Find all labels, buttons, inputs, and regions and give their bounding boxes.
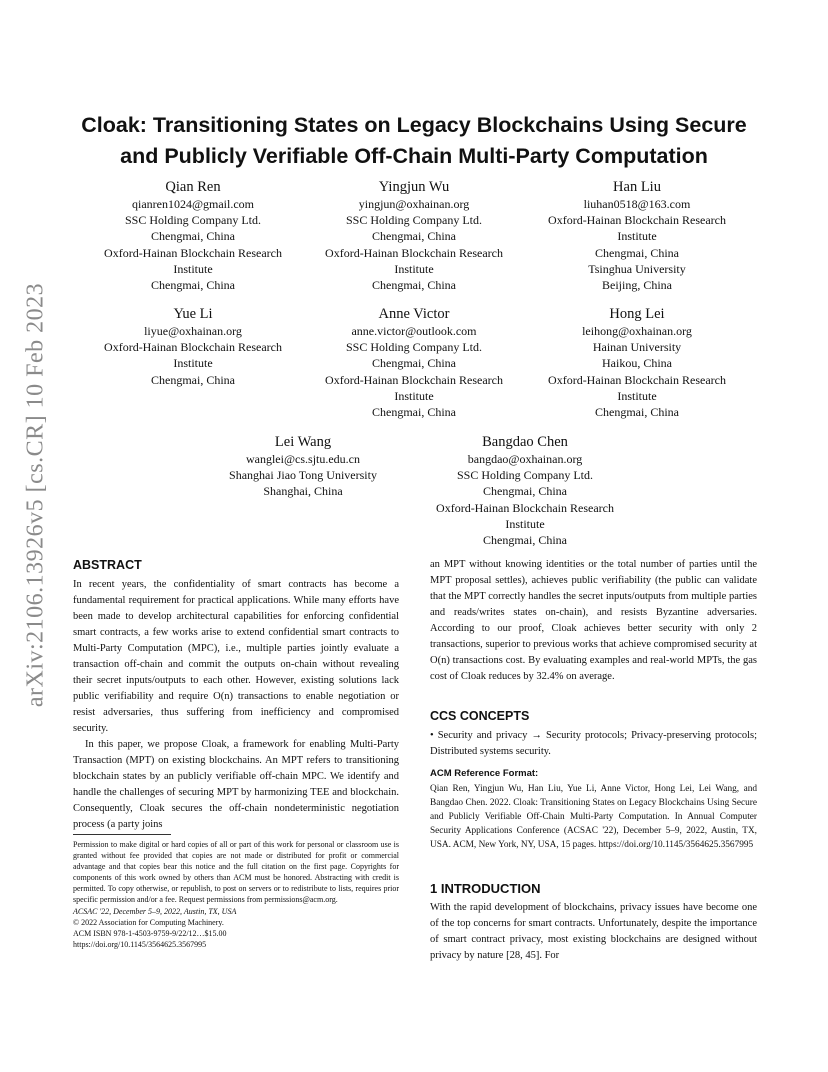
author-location: Beijing, China [602, 278, 672, 293]
paper-title-line-2: and Publicly Verifiable Off-Chain Multi-Party Computation [120, 144, 708, 168]
author-name: Hong Lei [609, 306, 665, 322]
author-block [303, 179, 525, 293]
introduction-text: With the rapid development of blockchains, privacy issues have become one of the top concerns for smart contracts. Unfortunately, despite the importance of smart contract privacy, most existing blockchains are designed without privacy by nature [28, 45]. For [430, 902, 757, 961]
abstract-left-column [73, 577, 399, 833]
author-affiliation: Institute [505, 516, 545, 531]
introduction-heading: 1 INTRODUCTION [430, 881, 541, 896]
author-location: Chengmai, China [372, 278, 456, 293]
copyright-line: © 2022 Association for Computing Machinery. [73, 917, 224, 927]
paper-title [60, 110, 768, 172]
author-affiliation: Shanghai Jiao Tong University [229, 468, 377, 483]
isbn-line: ACM ISBN 978-1-4503-9759-9/22/12…$15.00 [73, 928, 227, 938]
author-name: Han Liu [613, 179, 661, 195]
acm-reference [430, 782, 757, 852]
author-location: Chengmai, China [151, 278, 235, 293]
author-location: Chengmai, China [483, 533, 567, 548]
acm-reference-text: Qian Ren, Yingjun Wu, Han Liu, Yue Li, Anne Victor, Hong Lei, Lei Wang, and Bangdao Chen. 2022. Cloak: Transitioning States on Legacy Blockchains Using Secure and Publicly Verifiable Off-Chain Multi-Party Computation. In Annual Computer Security Applications Conference (ACSAC '22), December 5–9, 2022, Austin, TX, USA. ACM, New York, NY, USA, 15 pages. https://doi.org/10.1145/3564625.3567995 [430, 784, 757, 851]
abstract-paragraph-2-continued: an MPT without knowing identities or the total number of parties until the MPT proposal settles), achieves public verifiability (the public can validate that the MPT correctly handles the secret inputs/outputs from multiple parties and reads/writes states on-chain), and resists Byzantine adversaries. According to our proof, Cloak achieves better security with only 2 transactions, superior to previous works that achieve compromised security at O(n) transactions cost. By evaluating examples and real-world MPTs, the gas cost of Cloak reduces by 32.4% on average. [430, 559, 757, 682]
author-name: Yingjun Wu [378, 179, 450, 195]
author-email: anne.victor@outlook.com [351, 324, 477, 338]
author-email: wanglei@cs.sjtu.edu.cn [245, 452, 361, 466]
author-affiliation: SSC Holding Company Ltd. [456, 468, 593, 483]
author-email: yingjun@oxhainan.org [358, 197, 470, 211]
author-location: Shanghai, China [263, 484, 343, 499]
author-affiliation: Tsinghua University [588, 261, 686, 276]
acm-reference-heading: ACM Reference Format: [430, 768, 539, 779]
author-block [303, 306, 525, 420]
author-affiliation: Institute [394, 261, 434, 276]
author-location: Chengmai, China [151, 229, 235, 244]
author-location: Chengmai, China [595, 245, 679, 260]
author-name: Anne Victor [378, 306, 450, 322]
author-block [82, 306, 304, 388]
author-name: Yue Li [173, 306, 213, 322]
author-affiliation: Oxford-Hainan Blockchain Research [548, 213, 726, 228]
author-name: Lei Wang [274, 434, 332, 450]
author-location: Chengmai, China [372, 405, 456, 420]
author-email: liyue@oxhainan.org [144, 324, 242, 338]
conference-venue: ACSAC '22, December 5–9, 2022, Austin, TX, USA [73, 906, 237, 916]
author-email: leihong@oxhainan.org [582, 324, 692, 338]
author-email: qianren1024@gmail.com [131, 197, 255, 211]
author-name: Qian Ren [165, 179, 221, 195]
author-affiliation: Hainan University [592, 340, 682, 355]
author-affiliation: Oxford-Hainan Blockchain Research [325, 372, 503, 387]
author-email: bangdao@oxhainan.org [467, 452, 583, 466]
footnote-rule [73, 834, 171, 835]
author-location: Chengmai, China [151, 372, 235, 387]
paper-title-line-1: Cloak: Transitioning States on Legacy Blockchains Using Secure [81, 113, 747, 137]
abstract-heading: ABSTRACT [73, 558, 142, 572]
abstract-paragraph-2: In this paper, we propose Cloak, a framework for enabling Multi-Party Transaction (MPT) on existing blockchains. An MPT refers to transitioning blockchain states by an publicly verifiable off-chain MPC. We identify and handle the challenges of securing MPT by harmonizing TEE and blockchain. Consequently, Cloak secures the off-chain nondeterministic negotiation process (a party joins [73, 739, 399, 830]
doi-line: https://doi.org/10.1145/3564625.3567995 [73, 939, 207, 949]
author-block [82, 179, 304, 293]
author-affiliation: Institute [394, 388, 434, 403]
author-location: Chengmai, China [372, 229, 456, 244]
author-affiliation: Oxford-Hainan Blockchain Research [104, 340, 282, 355]
arxiv-id: arXiv:2106.13926v5 [cs.CR] 10 Feb 2023 [22, 282, 49, 708]
author-affiliation: Institute [173, 356, 213, 371]
abstract-right-column [430, 557, 757, 685]
permission-notice [73, 839, 399, 950]
author-location: Chengmai, China [372, 356, 456, 371]
author-block [526, 306, 748, 420]
author-block [192, 434, 414, 500]
author-affiliation: SSC Holding Company Ltd. [124, 213, 261, 228]
author-location: Chengmai, China [595, 405, 679, 420]
author-email: liuhan0518@163.com [583, 197, 691, 211]
arxiv-sidebar [20, 280, 52, 710]
author-affiliation: Institute [617, 388, 657, 403]
ccs-concepts [430, 728, 757, 760]
author-location: Haikou, China [602, 356, 672, 371]
author-affiliation: SSC Holding Company Ltd. [345, 213, 482, 228]
author-affiliation: Oxford-Hainan Blockchain Research [104, 245, 282, 260]
author-affiliation: SSC Holding Company Ltd. [345, 340, 482, 355]
author-affiliation: Institute [617, 229, 657, 244]
author-affiliation: Oxford-Hainan Blockchain Research [436, 500, 614, 515]
ccs-text: • Security and privacy → Security protocols; Privacy-preserving protocols; Distributed systems security. [430, 730, 757, 757]
author-block [526, 179, 748, 293]
author-name: Bangdao Chen [482, 434, 568, 450]
author-affiliation: Oxford-Hainan Blockchain Research [325, 245, 503, 260]
permission-text: Permission to make digital or hard copies of all or part of this work for personal or classroom use is granted without fee provided that copies are not made or distributed for profit or commercial advantage and that copies bear this notice and the full citation on the first page. Copyrights for components of this work owned by others than ACM must be honored. Abstracting with credit is permitted. To copy otherwise, or republish, to post on servers or to redistribute to lists, requires prior specific permission and/or a fee. Request permissions from permissions@acm.org. [73, 840, 399, 905]
abstract-paragraph-1: In recent years, the confidentiality of smart contracts has become a fundamental requirement for practical applications. While many efforts have been made to develop architectural capabilities for enforcing confidential smart contracts, a few works arise to extend confidential smart contracts to Multi-Party Computation (MPC), i.e., multiple parties jointly evaluate a transaction off-chain and commit the outputs on-chain without revealing their secret inputs/outputs to each other. However, existing solutions lack public verifiability and require O(n) transactions to enable negotiation or resist adversaries, thus suffering from inefficiency and compromised security. [73, 579, 399, 734]
author-affiliation: Institute [173, 261, 213, 276]
introduction-body [430, 900, 757, 964]
ccs-heading: CCS CONCEPTS [430, 709, 530, 723]
author-affiliation: Oxford-Hainan Blockchain Research [548, 372, 726, 387]
author-block [414, 434, 636, 548]
author-location: Chengmai, China [483, 484, 567, 499]
